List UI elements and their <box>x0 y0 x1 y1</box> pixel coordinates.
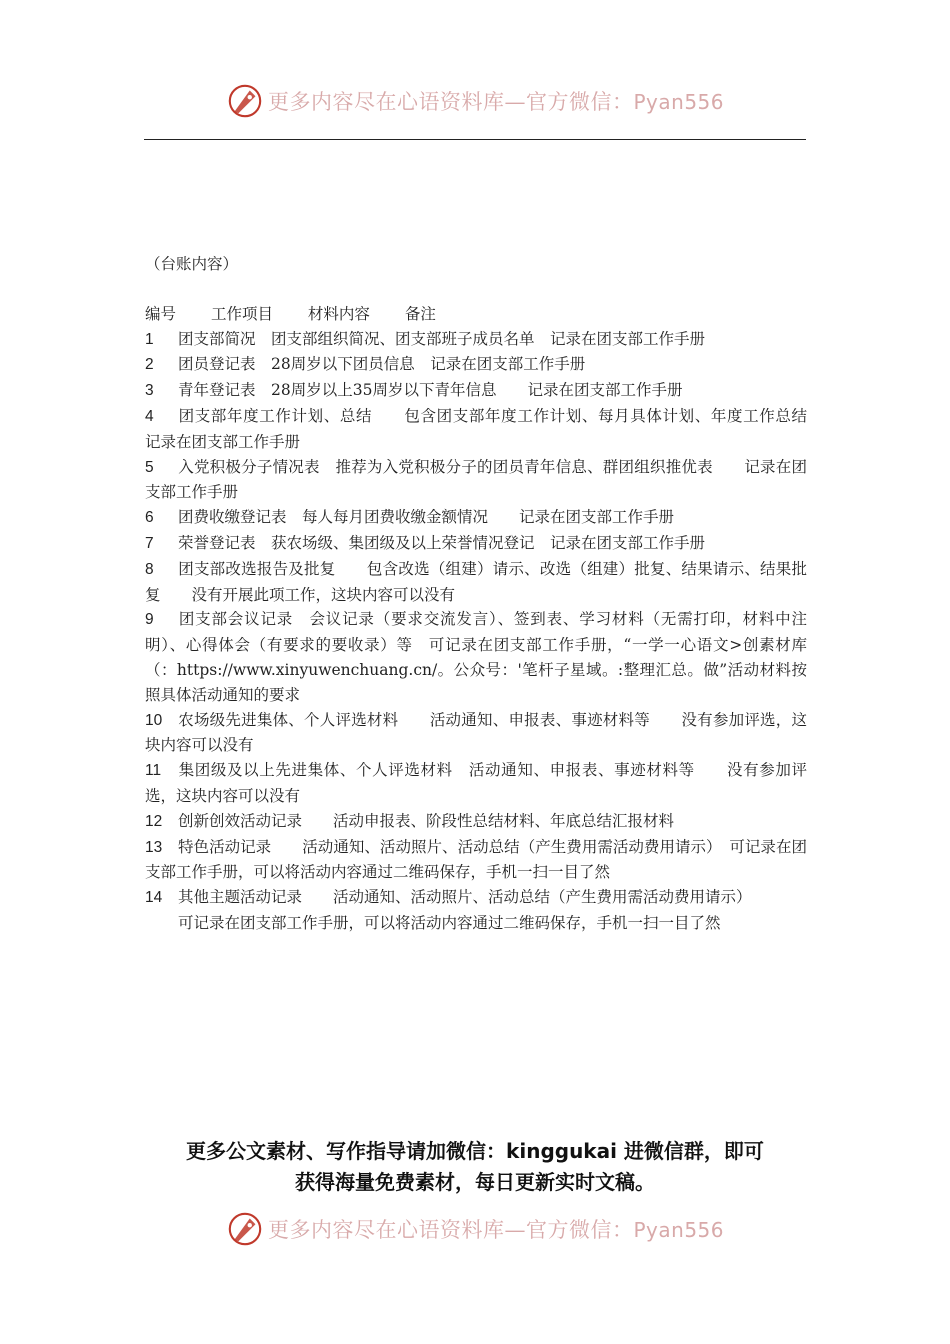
list-item <box>145 352 807 378</box>
document-subtitle: （台账内容） <box>145 255 239 273</box>
item-number: 8 <box>145 560 154 578</box>
item-text: 其他主题活动记录 活动通知、活动照片、活动总结（产生费用需活动费用请示） <box>178 888 752 907</box>
list-item <box>145 557 807 608</box>
list-item <box>145 505 807 531</box>
list-item <box>145 327 807 353</box>
item-number: 5 <box>145 458 154 476</box>
item-number: 10 <box>145 711 163 729</box>
header-cell: 编号 <box>145 304 177 323</box>
item-text: 团支部改选报告及批复 包含改选（组建）请示、改选（组建）批复、结果请示、结果批复 没有开展此项工作，这块内容可以没有 <box>145 559 807 604</box>
pen-nib-logo-icon <box>226 1210 264 1248</box>
document-body <box>145 252 839 936</box>
item-number: 3 <box>145 382 154 400</box>
list-item <box>145 404 839 455</box>
item-text: 入党积极分子情况表 推荐为入党积极分子的团员青年信息、群团组织推优表 记录在团支部工作手册 <box>145 457 807 502</box>
item-number: 11 <box>145 762 162 780</box>
item-text: 团支部会议记录 会议记录（要求交流发言）、签到表、学习材料（无需打印，材料中注明）、心得体会（有要求的要收录）等 可记录在团支部工作手册，“一学一心语文>创素材库（：https://www.xinyuwenchuang.cn/。公众号：'笔杆子星域。:整理汇总。做”活动材料按照具体活动通知的要求 <box>145 610 807 704</box>
item-number: 12 <box>145 812 163 830</box>
item-text: 集团级及以上先进集体、个人评选材料 活动通知、申报表、事迹材料等 没有参加评选，这块内容可以没有 <box>145 761 807 805</box>
list-item <box>145 378 807 404</box>
item-text: 可记录在团支部工作手册，可以将活动内容通过二维码保存，手机一扫一目了然 <box>178 913 721 932</box>
table-header <box>145 302 807 327</box>
list-item <box>145 607 807 707</box>
item-number: 6 <box>145 509 154 527</box>
list-item <box>145 455 807 506</box>
item-text: 农场级先进集体、个人评选材料 活动通知、申报表、事迹材料等 没有参加评选，这块内容可以没有 <box>145 710 807 755</box>
footer-line: 获得海量免费素材，每日更新实时文稿。 <box>295 1170 655 1194</box>
item-text: 特色活动记录 活动通知、活动照片、活动总结（产生费用需活动费用请示） 可记录在团支部工作手册，可以将活动内容通过二维码保存，手机一扫一目了然 <box>145 837 807 882</box>
item-number: 9 <box>145 611 154 629</box>
header-cell: 工作项目 <box>210 304 273 323</box>
banner-wechat-id: Pyan556 <box>633 1218 724 1242</box>
item-number: 7 <box>145 534 154 552</box>
footer-note <box>0 1136 950 1198</box>
item-text: 荣誉登记表 获农场级、集团级及以上荣誉情况登记 记录在团支部工作手册 <box>178 533 706 552</box>
item-number: 4 <box>145 407 154 425</box>
item-text: 团支部简况 团支部组织简况、团支部班子成员名单 记录在团支部工作手册 <box>178 329 706 348</box>
item-number: 2 <box>145 356 154 374</box>
list-item <box>145 809 807 835</box>
list-item <box>145 835 807 886</box>
list-item-continuation <box>145 911 807 936</box>
list-item <box>145 531 807 557</box>
banner-text: 更多内容尽在心语资料库—官方微信： <box>267 90 634 114</box>
item-number: 13 <box>145 838 163 856</box>
banner-text: 更多内容尽在心语资料库—官方微信： <box>267 1218 634 1242</box>
banner-wechat-id: Pyan556 <box>633 90 724 114</box>
footer-banner <box>0 1210 950 1248</box>
item-text: 青年登记表 28周岁以上35周岁以下青年信息 记录在团支部工作手册 <box>178 381 683 400</box>
header-cell: 材料内容 <box>307 304 370 323</box>
list-item <box>145 758 807 809</box>
footer-line: 更多公文素材、写作指导请加微信：kinggukai 进微信群，即可 <box>186 1139 764 1163</box>
header-rule <box>144 139 806 140</box>
item-number: 1 <box>145 330 154 348</box>
item-text: 创新创效活动记录 活动申报表、阶段性总结材料、年底总结汇报材料 <box>178 811 675 830</box>
header-banner <box>0 82 950 120</box>
list-item <box>145 708 807 759</box>
item-number: 14 <box>145 889 163 907</box>
list-item <box>145 885 807 911</box>
header-cell: 备注 <box>404 304 436 323</box>
item-text: 团费收缴登记表 每人每月团费收缴金额情况 记录在团支部工作手册 <box>178 508 675 527</box>
pen-nib-logo-icon <box>226 82 264 120</box>
item-text: 团员登记表 28周岁以下团员信息 记录在团支部工作手册 <box>178 355 586 374</box>
item-text: 团支部年度工作计划、总结 包含团支部年度工作计划、每月具体计划、年度工作总结 记录在团支部工作手册 <box>145 406 839 451</box>
